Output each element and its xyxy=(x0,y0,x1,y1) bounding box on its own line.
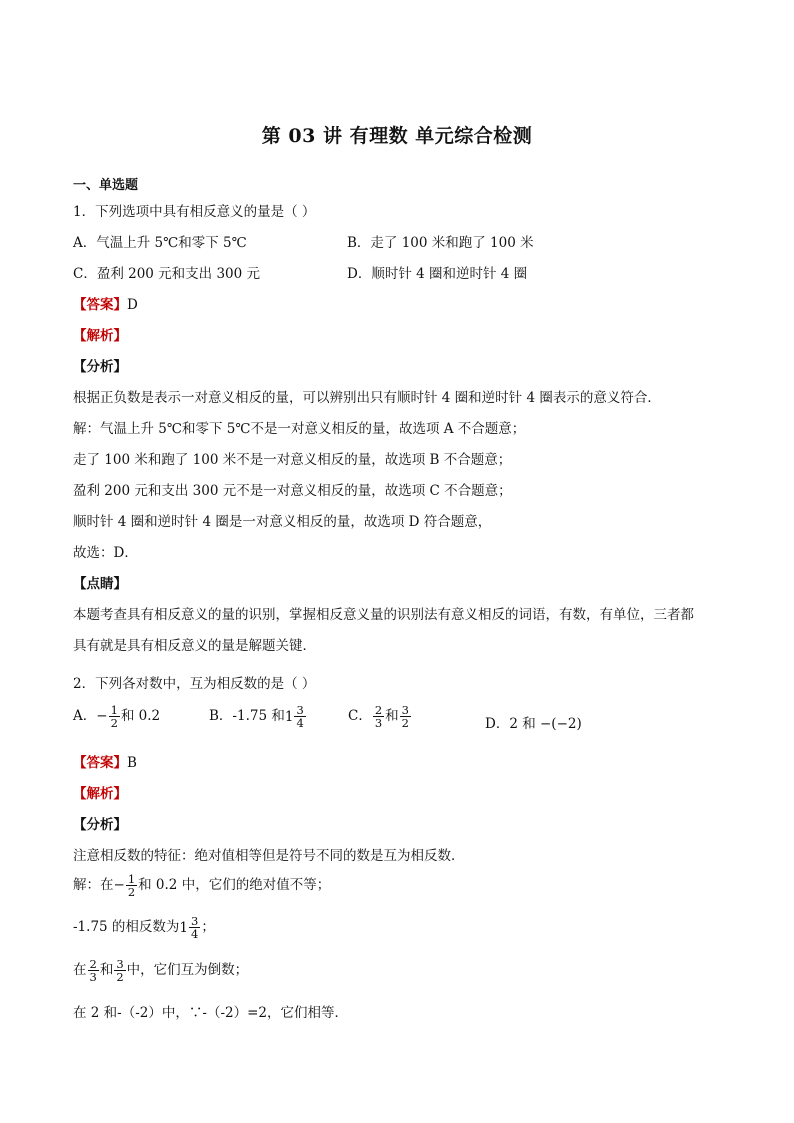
q2-solution-line-1: 解：在− $\frac{1}{2}$ 和 0.2 中，它们的绝对值不等； xyxy=(73,872,331,899)
q1-solution-line-5: 故选：D． xyxy=(73,545,138,561)
q2-solution-line-2: -1.75 的相反数为 1 $\frac{3}{4}$ ； xyxy=(73,914,215,941)
page-title: 第 03 讲 有理数 单元综合检测 xyxy=(261,125,533,147)
fraction: $\frac{2}{3}$ xyxy=(89,957,97,984)
q2-fenxi-tag: 【分析】 xyxy=(73,817,127,833)
q1-option-a: A．气温上升 5℃和零下 5℃ xyxy=(73,235,247,251)
q2-answer-tag: 【答案】 xyxy=(73,755,127,771)
q1-solution-line-1: 解：气温上升 5℃和零下 5℃不是一对意义相反的量，故选项 A 不合题意； xyxy=(73,421,526,437)
q1-dianjing-tag: 【点睛】 xyxy=(73,576,127,592)
q2-jiexi-tag: 【解析】 xyxy=(73,786,127,802)
section-heading: 一、单选题 xyxy=(73,178,139,193)
q1-answer-tag: 【答案】 xyxy=(73,297,127,313)
q2-option-d: D．2 和 −(−2) xyxy=(485,716,582,732)
q1-option-d: D．顺时针 4 圈和逆时针 4 圈 xyxy=(347,266,528,282)
fraction: $\frac{2}{3}$ xyxy=(374,703,383,730)
q1-dianjing-line-1: 本题考查具有相反意义的量的识别，掌握相反意义量的识别法有意义相反的词语，有数，有单位，三者都 xyxy=(73,607,694,623)
q2-option-b: B．-1.75 和 1 $\frac{3}{4}$ xyxy=(209,704,307,729)
q1-fenxi-text: 根据正负数是表示一对意义相反的量，可以辨别出只有顺时针 4 圈和逆时针 4 圈表示的意义符合． xyxy=(73,390,661,406)
q1-fenxi-tag: 【分析】 xyxy=(73,359,127,375)
q2-option-b-label: B． xyxy=(209,708,233,724)
mixed-fraction: 1 $\frac{3}{4}$ xyxy=(179,914,199,941)
fraction: $\frac{3}{2}$ xyxy=(401,703,409,730)
q2-option-a-label: A． xyxy=(73,708,97,724)
q1-option-b: B．走了 100 米和跑了 100 米 xyxy=(347,235,534,251)
q2-stem: 2．下列各对数中，互为相反数的是（ ） xyxy=(73,676,316,692)
q1-dianjing-line-2: 具有就是具有相反意义的量是解题关键． xyxy=(73,638,316,654)
q1-stem: 1．下列选项中具有相反意义的量是（ ） xyxy=(73,204,316,220)
mixed-fraction: 1 $\frac{3}{4}$ xyxy=(284,703,304,730)
q2-option-a: A．− $\frac{1}{2}$ 和 0.2 xyxy=(73,703,161,730)
q1-answer xyxy=(73,293,138,313)
q2-fenxi-text: 注意相反数的特征：绝对值相等但是符号不同的数是互为相反数． xyxy=(73,848,465,864)
q2-option-c-label: C． xyxy=(348,708,372,724)
fraction: $\frac{1}{2}$ xyxy=(110,703,118,730)
q1-solution-line-4: 顺时针 4 圈和逆时针 4 圈是一对意义相反的量，故选项 D 符合题意， xyxy=(73,514,492,530)
fraction: $\frac{3}{2}$ xyxy=(116,957,124,984)
q1-jiexi-tag: 【解析】 xyxy=(73,328,127,344)
q1-solution-line-3: 盈利 200 元和支出 300 元不是一对意义相反的量，故选项 C 不合题意； xyxy=(73,483,512,499)
q1-option-c: C．盈利 200 元和支出 300 元 xyxy=(73,266,261,282)
q2-option-c: C． $\frac{2}{3}$ 和 $\frac{3}{2}$ xyxy=(348,703,409,730)
q1-solution-line-2: 走了 100 米和跑了 100 米不是一对意义相反的量，故选项 B 不合题意； xyxy=(73,452,512,468)
q2-solution-line-4: 在 2 和-（-2）中，∵-（-2）=2，它们相等． xyxy=(73,1005,348,1021)
q1-answer-value: D xyxy=(127,297,138,313)
q2-solution-line-3: 在 $\frac{2}{3}$ 和 $\frac{3}{2}$ 中，它们互为倒数； xyxy=(73,957,249,984)
q2-answer-value: B xyxy=(127,755,137,771)
fraction: $\frac{1}{2}$ xyxy=(127,872,136,899)
q2-answer xyxy=(73,751,137,771)
